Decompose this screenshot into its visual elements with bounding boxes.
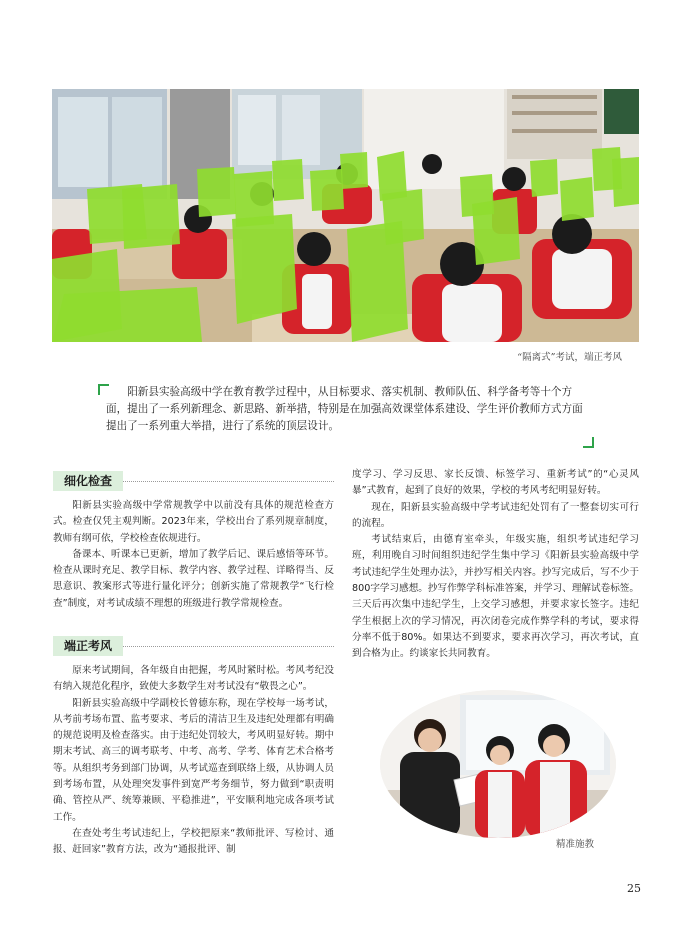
- section-exam-discipline: [53, 636, 334, 859]
- paragraph: 考试结束后，由德育室牵头，年级实施，组织考试违纪学习班，利用晚自习时间组织违纪学生集中学习《阳新县实验高级中学考试违纪学生处理办法》，并抄写相关内容。抄写完成后，写不少于800字学习感想。抄写作弊学科标准答案，并学习、理解试卷标签。三天后再次集中违纪学生，上交学习感想，并要求家长签字。违纪学生根据上次的学习情况，再次闭卷完成作弊学科的考试，要求得分率不低于80%。如果达不到要求，要求再次学习，再次考试，直到合格为止。约谈家长共同教育。: [352, 534, 639, 660]
- section-title: 细化检查: [53, 471, 123, 491]
- open-quote-mark: [98, 384, 109, 395]
- page-number: 25: [627, 882, 641, 895]
- intro-quote: [98, 384, 594, 444]
- classroom-exam-photo: [52, 89, 639, 342]
- paragraph-continuation: 度学习、学习反思、家长反馈、标签学习、重新考试”的“心灵风暴”式教育，起到了良好的效果，学校的考风考纪明显好转。: [352, 469, 639, 497]
- paragraph: 原来考试期间，各年级自由把握，考风时紧时松。考风考纪没有纳入规范化程序，致使大多数学生对考试没有“敬畏之心”。: [53, 665, 334, 693]
- paragraph: 阳新县实验高级中学常规教学中以前没有具体的规范检查方式。检查仅凭主观判断。2023年来，学校出台了系列规章制度，教师有纲可依，学校检查依规进行。: [53, 500, 334, 544]
- paragraph: 备课本、听课本已更新，增加了教学后记、课后感悟等环节。检查从课时充足、教学目标、教学内容、教学过程、详略得当、反思意识、教案形式等进行量化评分；创新实施了常规教学“飞行检查”制度，对考试成绩不理想的班级进行教学常规检查。: [53, 548, 334, 609]
- paragraph: 阳新县实验高级中学副校长曾德东称，现在学校每一场考试，从考前考场布置、监考要求、考后的清洁卫生及违纪处理都有明确的规范说明及检查落实。由于违纪处罚较大，考风明显好转。期中期末考试、高三的调考联考、中考、高考、学考、体育艺术合格考等。从组织考务到部门协调，从考试巡查到联络上级，从协调人员到考场布置，从处理突发事件到宽严考务细节，努力做到“职责明确、管控从严、统筹兼顾、平稳推进”，平安顺利地完成各项考试工作。: [53, 697, 334, 823]
- right-column: [352, 467, 639, 663]
- top-photo-caption: “隔离式”考试，端正考风: [517, 352, 622, 363]
- intro-text: 阳新县实验高级中学在教育教学过程中，从目标要求、落实机制、教师队伍、科学备考等十个方面，提出了一系列新理念、新思路、新举措，特别是在加强高效课堂体系建设、学生评价教师方式方面提出了一系列重大举措，进行了系统的顶层设计。: [106, 386, 583, 432]
- paragraph: 现在，阳新县实验高级中学考试违纪处罚有了一整套切实可行的流程。: [352, 501, 639, 529]
- classroom-exam-illustration: [52, 89, 639, 342]
- section-header: [53, 471, 334, 493]
- precise-teaching-photo: [380, 690, 616, 838]
- teacher-students-illustration: [380, 690, 616, 838]
- section-detailed-inspection: [53, 471, 334, 612]
- paragraph: 在查处考生考试违纪上，学校把原来“教师批评、写检讨、通报、赶回家”教育方法，改为“通报批评、制: [53, 827, 334, 856]
- bottom-photo-caption: 精准施教: [556, 839, 595, 850]
- section-header: [53, 636, 334, 658]
- close-quote-mark: [583, 437, 594, 448]
- section-title: 端正考风: [53, 636, 123, 656]
